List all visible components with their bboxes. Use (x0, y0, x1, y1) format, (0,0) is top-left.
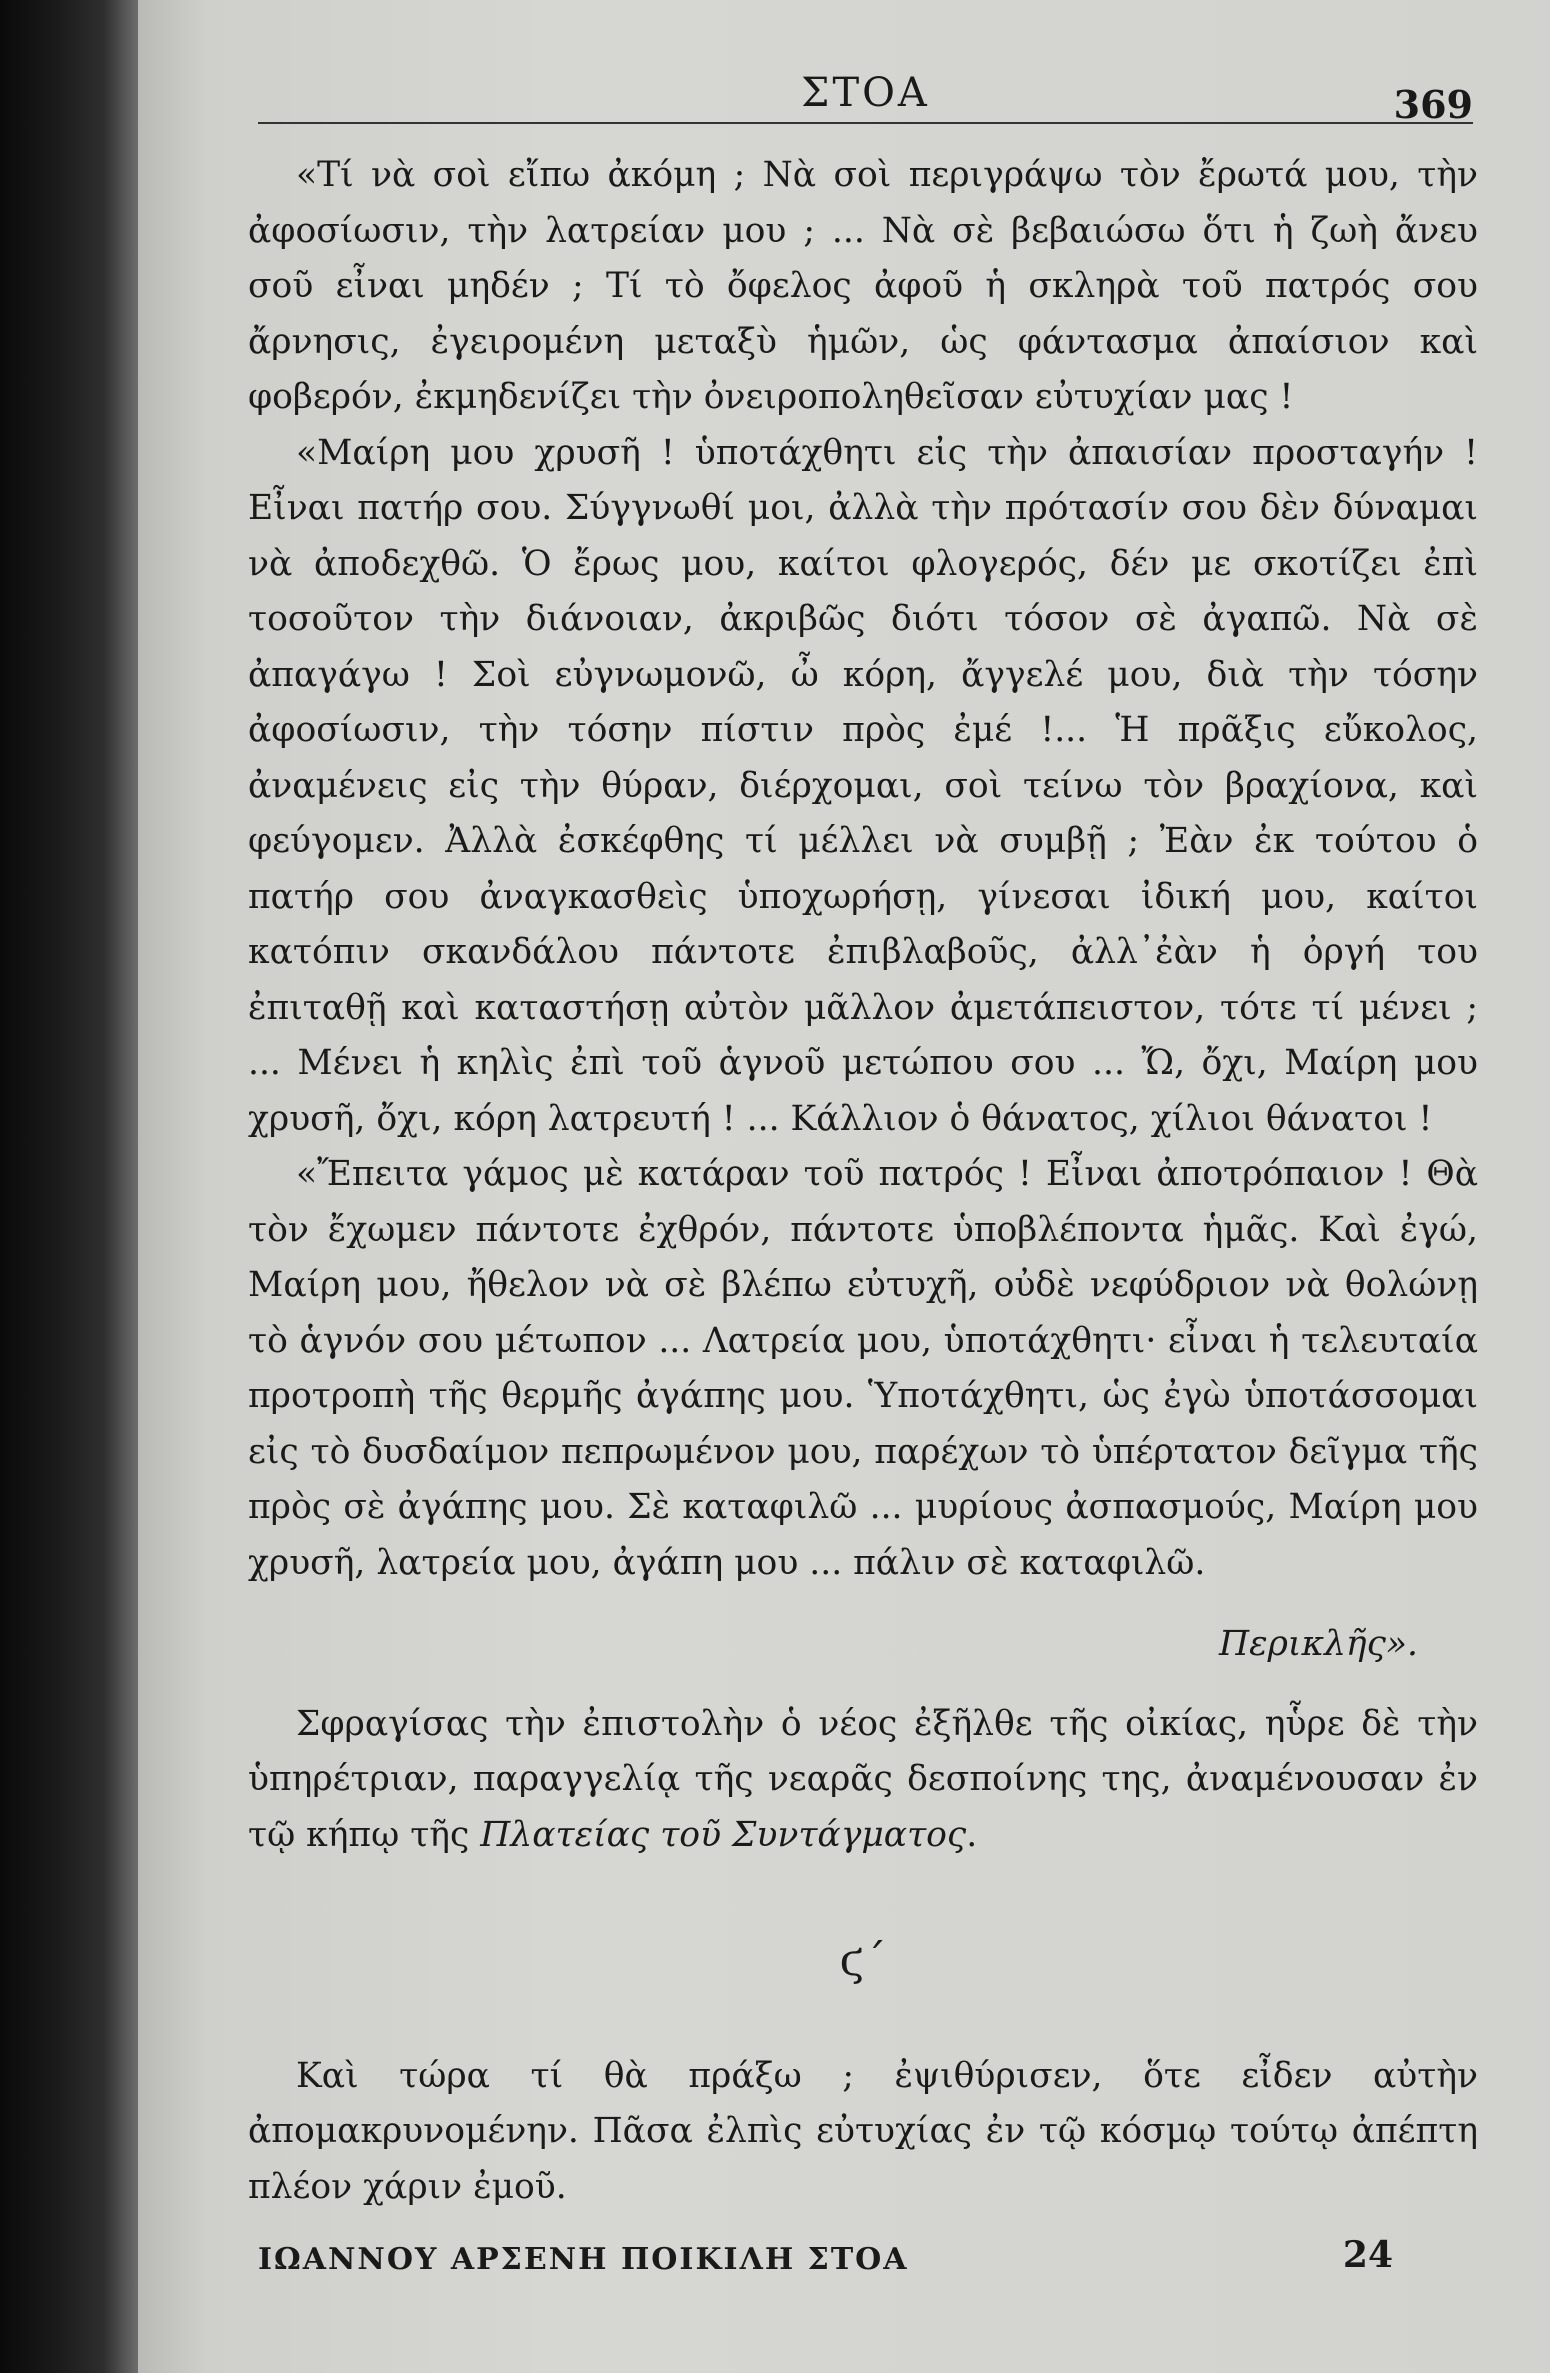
letter-paragraph-3: «Ἔπειτα γάμος μὲ κατάραν τοῦ πατρός ! Εἶναι ἀποτρόπαιον ! Θὰ τὸν ἔχωμεν πάντοτε ἐχθρόν, πάντοτε ὑποβλέποντα ἡμᾶς. Καὶ ἐγώ, Μαίρη μου, ἤθελον νὰ σὲ βλέπω εὐτυχῆ, οὐδὲ νεφύδριον νὰ θολώνῃ τὸ ἁγνόν σου μέτωπον ... Λατρεία μου, ὑποτάχθητι· εἶναι ἡ τελευταία προτροπὴ τῆς θερμῆς ἀγάπης μου. Ὑποτάχθητι, ὡς ἐγὼ ὑποτάσσομαι εἰς τὸ δυσδαίμον πεπρωμένον μου, παρέχων τὸ ὑπέρτατον δεῖγμα τῆς πρὸς σὲ ἀγάπης μου. Σὲ καταφιλῶ ... μυρίους ἀσπασμούς, Μαίρη μου χρυσῆ, λατρεία μου, ἀγάπη μου ... πάλιν σὲ καταφιλῶ. (248, 1154, 1478, 1583)
running-head: ΣΤΟΑ (801, 70, 930, 116)
narration-text: Σφραγίσας τὴν ἐπιστολὴν ὁ νέος ἐξῆλθε τῆς οἰκίας, ηὗρε δὲ τὴν ὑπηρέτριαν, παραγγελίᾳ τῆς νεαρᾶς δεσποίνης της, ἀναμένουσαν ἐν τῷ κήπῳ τῆς (248, 1703, 1478, 1855)
page-number: 369 (1393, 82, 1473, 127)
letter-paragraph-1: «Τί νὰ σοὶ εἴπω ἀκόμη ; Νὰ σοὶ περιγράψω τὸν ἔρωτά μου, τὴν ἀφοσίωσιν, τὴν λατρείαν μου ; ... Νὰ σὲ βεβαιώσω ὅτι ἡ ζωὴ ἄνευ σοῦ εἶναι μηδέν ; Τί τὸ ὄφελος ἀφοῦ ἡ σκληρὰ τοῦ πατρός σου ἄρνησις, ἐγειρομένη μεταξὺ ἡμῶν, ὡς φάντασμα ἀπαίσιον καὶ φοβερόν, ἐκμηδενίζει τὴν ὀνειροποληθεῖσαν εὐτυχίαν μας ! (248, 155, 1478, 417)
footer-title: ΙΩΑΝΝΟΥ ΑΡΣΕΝΗ ΠΟΙΚΙΛΗ ΣΤΟΑ (258, 2242, 909, 2277)
letter-signature: Περικλῆς». (1219, 1624, 1418, 1664)
page-footer (258, 2234, 1473, 2292)
book-page (138, 0, 1550, 2373)
place-name: Πλατείας τοῦ Συντάγματος (480, 1814, 967, 1855)
signature-number: 24 (1342, 2234, 1393, 2276)
narration-paragraph (248, 1697, 1478, 1864)
narration-end: . (966, 1814, 978, 1855)
book-gutter-shadow (0, 0, 138, 2373)
body-text (248, 148, 1478, 2215)
header-rule (258, 122, 1473, 124)
section-mark: ϛ´ (839, 1935, 887, 1986)
final-paragraph: Καὶ τώρα τί θὰ πράξω ; ἐψιθύρισεν, ὅτε εἶδεν αὐτὴν ἀπομακρυνομένην. Πᾶσα ἐλπὶς εὐτυχίας ἐν τῷ κόσμῳ τούτῳ ἀπέπτη πλέον χάριν ἐμοῦ. (248, 2055, 1478, 2207)
page-header (258, 70, 1473, 130)
letter-paragraph-2: «Μαίρη μου χρυσῆ ! ὑποτάχθητι εἰς τὴν ἀπαισίαν προσταγήν ! Εἶναι πατήρ σου. Σύγγνωθί μοι, ἀλλὰ τὴν πρότασίν σου δὲν δύναμαι νὰ ἀποδεχθῶ. Ὁ ἔρως μου, καίτοι φλογερός, δέν με σκοτίζει ἐπὶ τοσοῦτον τὴν διάνοιαν, ἀκριβῶς διότι τόσον σὲ ἀγαπῶ. Νὰ σὲ ἀπαγάγω ! Σοὶ εὐγνωμονῶ, ὦ κόρη, ἄγγελέ μου, διὰ τὴν τόσην ἀφοσίωσιν, τὴν τόσην πίστιν πρὸς ἐμέ !... Ἡ πρᾶξις εὔκολος, ἀναμένεις εἰς τὴν θύραν, διέρχομαι, σοὶ τείνω τὸν βραχίονα, καὶ φεύγομεν. Ἀλλὰ ἐσκέφθης τί μέλλει νὰ συμβῇ ; Ἐὰν ἐκ τούτου ὁ πατήρ σου ἀναγκασθεὶς ὑποχωρήσῃ, γίνεσαι ἰδική μου, καίτοι κατόπιν σκανδάλου πάντοτε ἐπιβλαβοῦς, ἀλλ᾽ἐὰν ἡ ὀργή του ἐπιταθῇ καὶ καταστήσῃ αὐτὸν μᾶλλον ἀμετάπειστον, τότε τί μένει ; ... Μένει ἡ κηλὶς ἐπὶ τοῦ ἁγνοῦ μετώπου σου ... Ὤ, ὄχι, Μαίρη μου χρυσῆ, ὄχι, κόρη λατρευτή ! ... Κάλλιον ὁ θάνατος, χίλιοι θάνατοι ! (248, 432, 1478, 1139)
